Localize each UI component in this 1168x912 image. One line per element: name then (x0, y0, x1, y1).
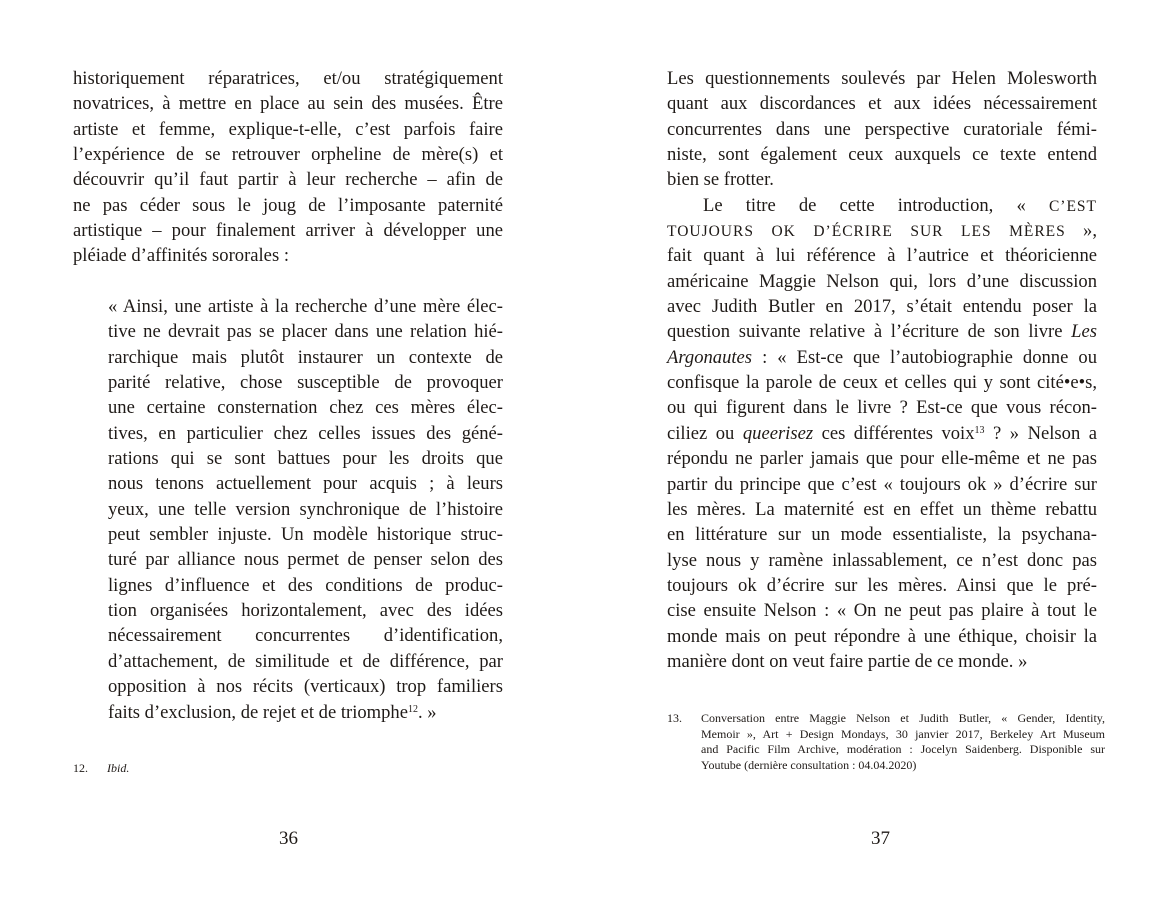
text-segment: rations qui se sont battues pour les droits que (108, 448, 503, 470)
text-line (73, 193, 503, 218)
text-line (73, 117, 503, 142)
text-line (108, 294, 503, 319)
text-segment: queerisez (742, 422, 814, 444)
text-line (667, 345, 1097, 370)
text-segment: C’EST (1048, 197, 1097, 215)
text-segment: monde mais on peut répondre à une éthique, choisir la (667, 625, 1097, 647)
text-segment: parité relative, chose susceptible de provoquer (108, 372, 503, 394)
footnote-reference: 13 (974, 424, 985, 436)
text-segment: rarchique mais plutôt instaurer un contexte de (108, 346, 503, 368)
body-paragraph (73, 66, 503, 269)
text-segment: tives, en particulier chez celles issues des géné- (108, 422, 503, 444)
text-line (667, 66, 1097, 91)
text-segment: tive ne devrait pas se placer dans une relation hié- (108, 321, 503, 343)
text-line (667, 598, 1097, 623)
text-line (108, 471, 503, 496)
text-segment: découvrir qu’il faut partir à leur recherche – afin de (73, 169, 503, 191)
text-line (107, 761, 511, 777)
text-line (667, 624, 1097, 649)
text-segment: cise ensuite Nelson : « On ne peut pas plaire à tout le (667, 600, 1097, 622)
text-line (667, 91, 1097, 116)
text-segment: . » (417, 701, 437, 723)
text-segment: yeux, une telle version synchronique de l’histoire (108, 498, 503, 520)
text-line (73, 142, 503, 167)
text-line (108, 497, 503, 522)
body-paragraphs (667, 66, 1097, 674)
footnote-text (701, 711, 1105, 773)
text-segment: partir du principe que c’est « toujours ok » d’écrire sur (667, 473, 1097, 495)
text-line (701, 742, 1105, 758)
text-segment: l’expérience de se retrouver orpheline de mère(s) et (73, 144, 503, 166)
text-segment: américaine Maggie Nelson qui, lors d’une discussion (667, 270, 1097, 292)
text-segment: lyse nous y ramène inlassablement, ce n’est donc pas (667, 549, 1097, 571)
text-line (667, 446, 1097, 471)
text-line (108, 345, 503, 370)
footnote-number: 13. (667, 711, 682, 725)
text-line (667, 243, 1097, 268)
text-line (667, 522, 1097, 547)
text-segment: historiquement réparatrices, et/ou stratégiquement (73, 68, 503, 89)
text-segment: nécessairement concurrentes d’identification, (108, 625, 503, 647)
text-segment: toujours ok d’écrire sur les mères. Ainsi que le pré- (667, 574, 1097, 596)
right-page (584, 0, 1168, 912)
text-segment: TOUJOURS OK D’ÉCRIRE SUR LES MÈRES (667, 223, 1066, 241)
text-line (108, 700, 503, 725)
text-line (667, 421, 1097, 446)
footnote-reference: 12 (407, 703, 418, 715)
text-line (108, 421, 503, 446)
text-segment: Conversation entre Maggie Nelson et Judith Butler, « Gender, Identity, (701, 711, 1105, 725)
block-quote (108, 294, 503, 725)
text-line (701, 711, 1105, 727)
text-segment: Ibid. (107, 761, 130, 775)
text-line (108, 446, 503, 471)
text-segment: lignes d’influence et des conditions de produc- (108, 574, 503, 596)
text-line (667, 142, 1097, 167)
text-segment: Memoir », Art + Design Mondays, 30 janvier 2017, Berkeley Art Museum (701, 726, 1105, 741)
text-line (701, 727, 1105, 743)
text-line (667, 573, 1097, 598)
text-line (667, 269, 1097, 294)
text-line (667, 497, 1097, 522)
footnote-number: 12. (73, 761, 88, 775)
text-segment: Les questionnements soulevés par Helen Molesworth (667, 68, 1097, 89)
page-number: 37 (871, 828, 890, 849)
text-line (108, 674, 503, 699)
text-line (73, 218, 503, 243)
text-line (108, 319, 503, 344)
text-line (108, 598, 503, 623)
text-line (108, 522, 503, 547)
text-line (108, 370, 503, 395)
text-segment: bien se frotter. (667, 169, 774, 191)
text-line (667, 193, 1097, 218)
text-segment: ciliez ou (667, 422, 743, 444)
text-segment: : « Est-ce que l’autobiographie donne ou (752, 346, 1097, 368)
text-segment: Les (1071, 321, 1097, 343)
text-line (108, 649, 503, 674)
text-segment: Le titre de cette introduction, « (703, 194, 1049, 216)
text-segment: tion organisées horizontalement, avec des idées (108, 600, 503, 622)
text-line (667, 548, 1097, 573)
text-line (701, 758, 1105, 774)
text-segment: nous tenons actuellement pour acquis ; à leurs (108, 473, 503, 495)
text-segment: question suivante relative à l’écriture de son livre (667, 321, 1072, 343)
text-segment: », (1065, 220, 1097, 242)
text-segment: quant aux discordances et aux idées nécessairement (667, 93, 1097, 115)
text-segment: niste, sont également ceux auxquels ce texte entend (667, 144, 1097, 166)
text-line (108, 547, 503, 572)
text-segment: and Pacific Film Archive, modération : Jocelyn Saidenberg. Disponible sur (701, 742, 1105, 757)
text-segment: Youtube (dernière consultation : 04.04.2020) (701, 757, 917, 772)
text-segment: confisque la parole de ceux et celles qui y sont cité•e•s, (667, 372, 1097, 394)
footnote-text (107, 761, 511, 777)
text-segment: une certaine consternation chez ces mères élec- (108, 397, 503, 419)
text-line (667, 649, 1097, 674)
text-line (108, 573, 503, 598)
text-segment: les mères. La maternité est en effet un thème rebattu (667, 498, 1097, 520)
text-segment: concurrentes dans une perspective curatoriale fémi- (667, 118, 1097, 140)
text-segment: faits d’exclusion, de rejet et de triomphe (108, 701, 408, 723)
text-segment: « Ainsi, une artiste à la recherche d’une mère élec- (108, 296, 503, 317)
text-segment: ? » Nelson a (984, 422, 1097, 444)
text-segment: répondu ne parler jamais que pour elle-même et ne pas (667, 448, 1097, 470)
text-segment: fait quant à lui référence à l’autrice et théoricienne (667, 245, 1097, 267)
text-segment: manière dont on veut faire partie de ce monde. » (667, 650, 1028, 672)
text-line (667, 117, 1097, 142)
text-segment: turé par alliance nous permet de penser selon des (108, 549, 503, 571)
text-segment: ces différentes voix (813, 422, 975, 444)
text-segment: Argonautes (667, 346, 753, 368)
text-line (667, 370, 1097, 395)
text-segment: opposition à nos récits (verticaux) trop familiers (108, 676, 503, 698)
text-segment: artistique – pour finalement arriver à développer une (73, 220, 503, 242)
text-line (667, 167, 1097, 192)
text-segment: avec Judith Butler en 2017, s’était entendu poser la (667, 296, 1097, 318)
text-segment: ou qui figurent dans le livre ? Est-ce que vous récon- (667, 397, 1097, 419)
text-line (108, 395, 503, 420)
text-segment: artiste et femme, explique-t-elle, c’est parfois faire (73, 118, 503, 140)
text-line (108, 623, 503, 648)
text-segment: novatrices, à mettre en place au sein des musées. Être (73, 93, 503, 115)
text-line (73, 243, 503, 268)
page-number: 36 (279, 828, 298, 849)
text-line (667, 319, 1097, 344)
text-segment: ne pas céder sous le joug de l’imposante paternité (73, 194, 503, 216)
text-segment: peut sembler injuste. Un modèle historique struc- (108, 524, 503, 546)
text-line (73, 66, 503, 91)
text-segment: pléiade d’affinités sororales : (73, 245, 289, 267)
text-segment: en littérature sur un mode essentialiste, la psychana- (667, 524, 1097, 546)
text-line (73, 167, 503, 192)
text-line (667, 294, 1097, 319)
text-line (667, 472, 1097, 497)
text-line (667, 218, 1097, 243)
text-line (73, 91, 503, 116)
text-line (667, 395, 1097, 420)
text-segment: d’attachement, de similitude et de différence, par (108, 650, 503, 672)
